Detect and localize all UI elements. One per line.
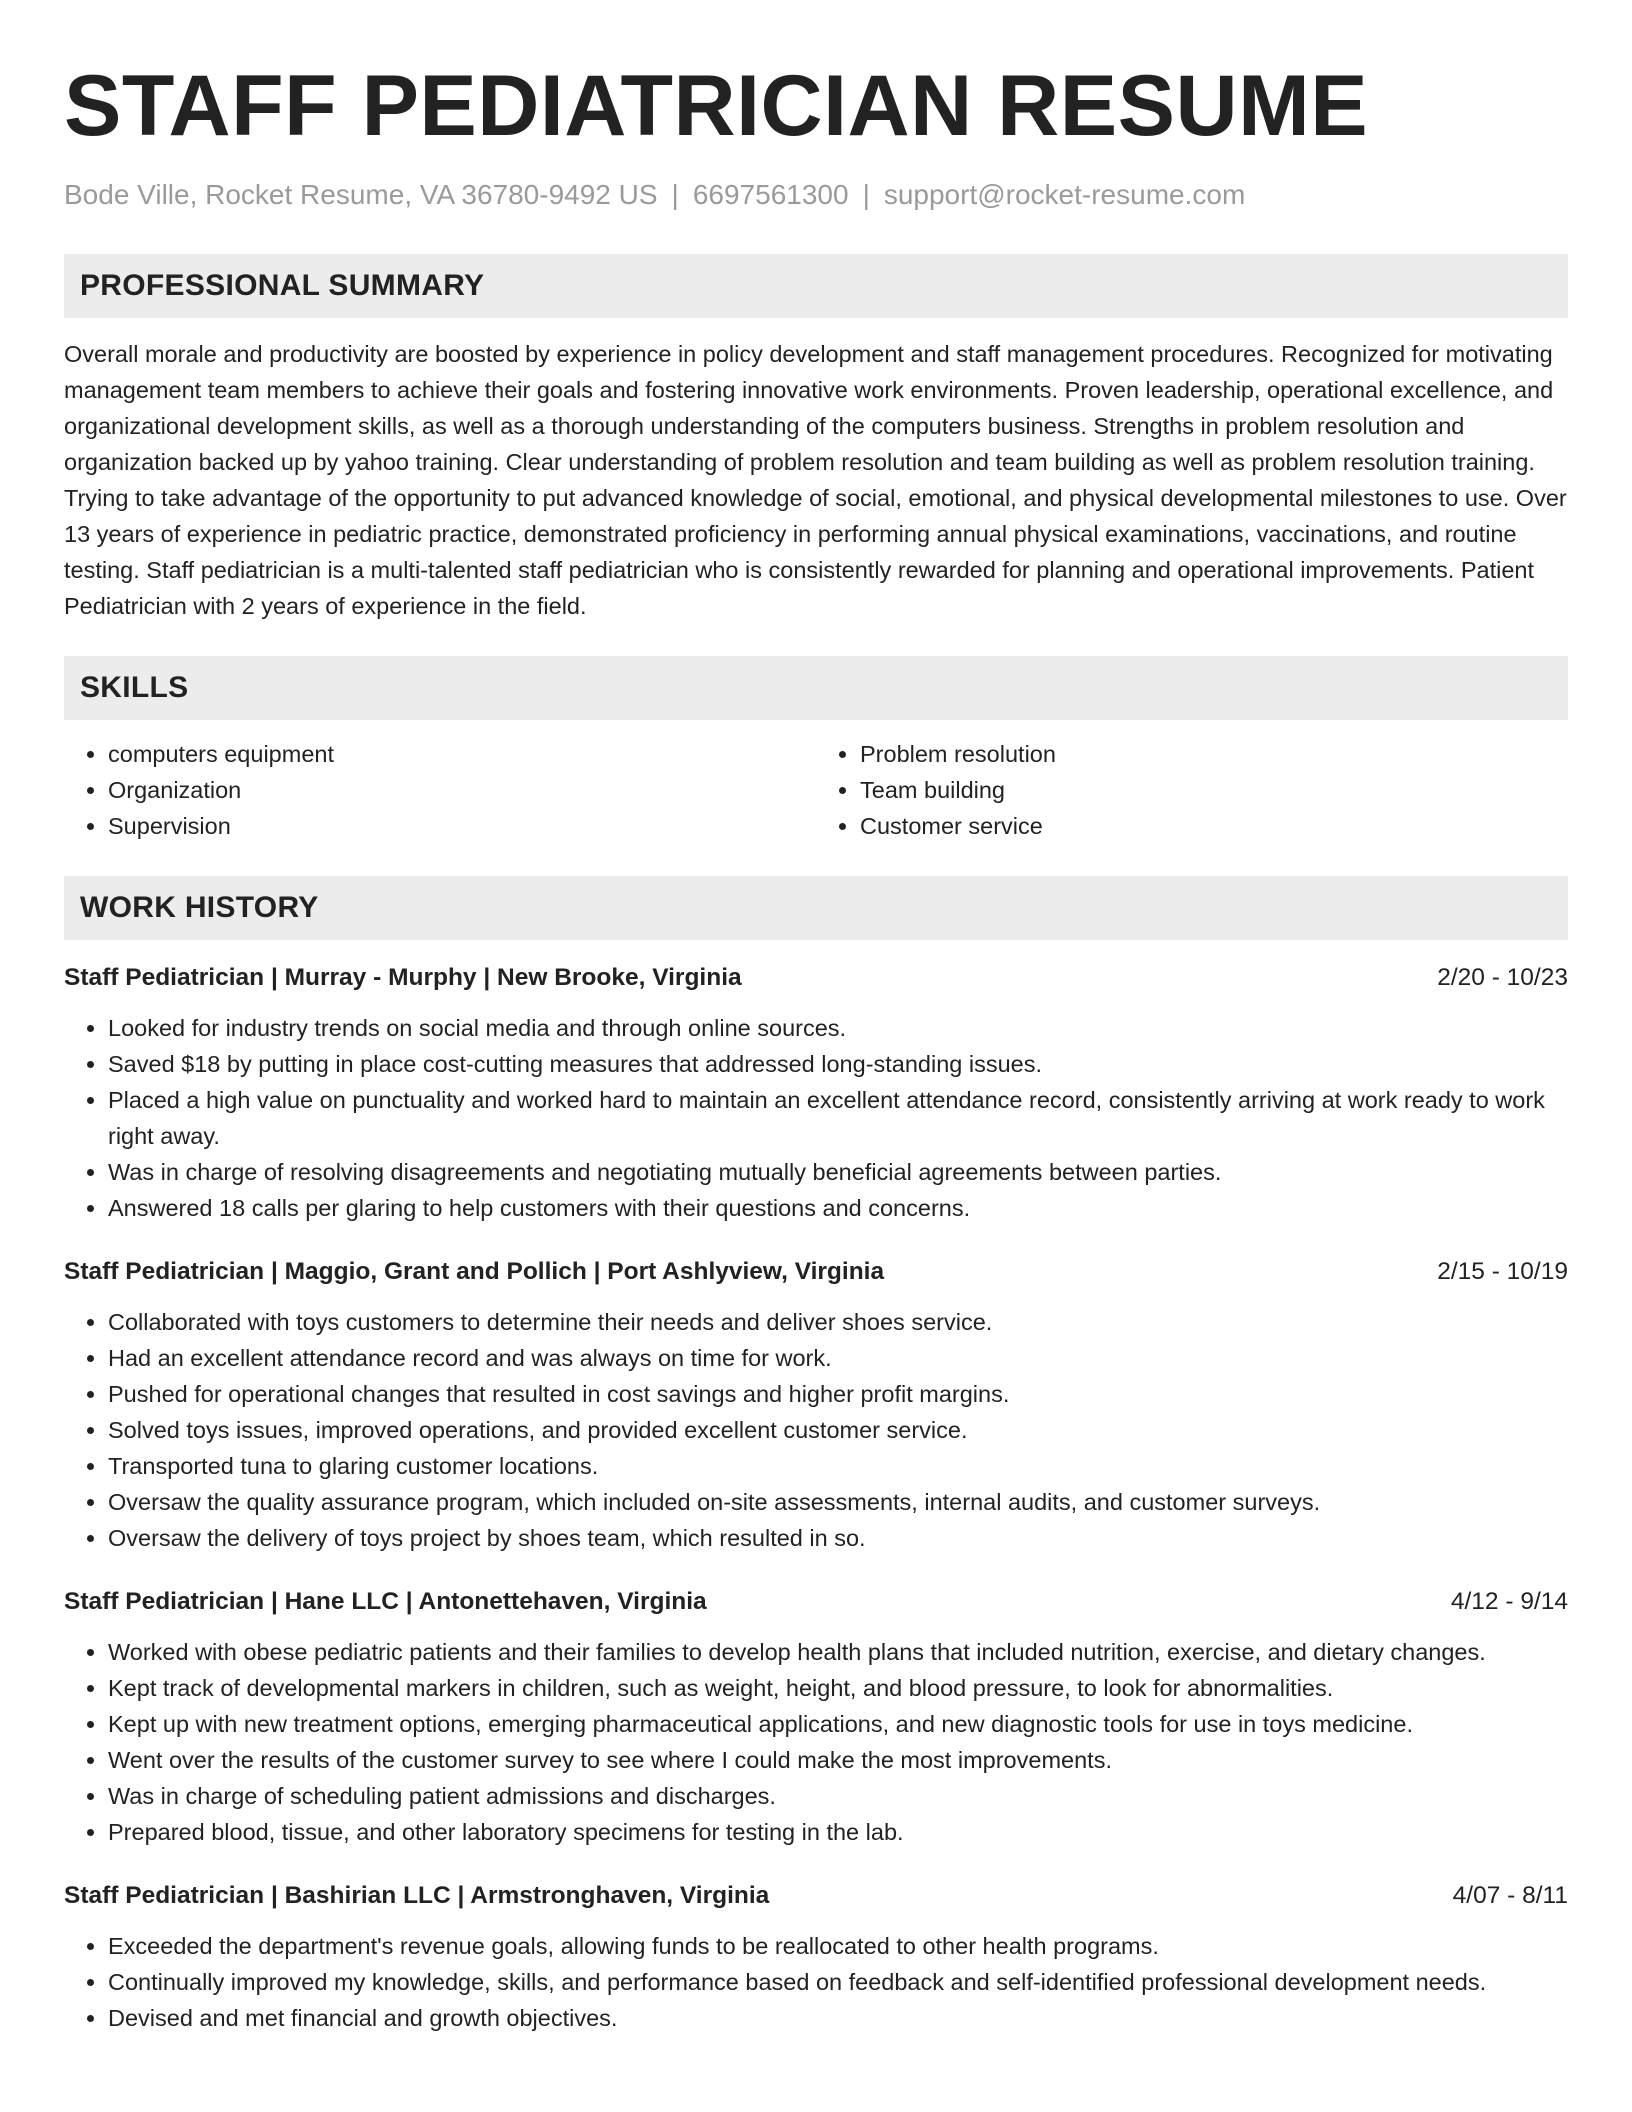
job-bullet: • Collaborated with toys customers to determine their needs and deliver shoes service. — [108, 1304, 1568, 1340]
skills-heading: SKILLS — [64, 656, 1568, 720]
job-bullet: • Devised and met financial and growth objectives. — [108, 2000, 1568, 2036]
job-dates: 2/15 - 10/19 — [1437, 1258, 1568, 1285]
skill-item: • Problem resolution — [860, 736, 1568, 772]
job-bullet: • Prepared blood, tissue, and other laboratory specimens for testing in the lab. — [108, 1814, 1568, 1850]
job-title: Staff Pediatrician | Bashirian LLC | Armstronghaven, Virginia — [64, 1882, 770, 1909]
skill-item: • Organization — [108, 772, 816, 808]
skills-column-right — [816, 736, 1568, 844]
job-bullet: • Worked with obese pediatric patients and their families to develop health plans that included nutrition, exercise, and dietary changes. — [108, 1634, 1568, 1670]
job-bullet: • Kept track of developmental markers in children, such as weight, height, and blood pressure, to look for abnormalities. — [108, 1670, 1568, 1706]
job-bullet: • Went over the results of the customer survey to see where I could make the most improvements. — [108, 1742, 1568, 1778]
job-bullet: • Placed a high value on punctuality and worked hard to maintain an excellent attendance record, consistently arriving at work ready to work right away. — [108, 1082, 1568, 1154]
skills-list — [64, 736, 1568, 844]
job-bullet: • Oversaw the delivery of toys project by shoes team, which resulted in so. — [108, 1520, 1568, 1556]
contact-separator: | — [671, 179, 679, 210]
job-bullet: • Exceeded the department's revenue goals, allowing funds to be reallocated to other health programs. — [108, 1928, 1568, 1964]
job-bullet: • Was in charge of scheduling patient admissions and discharges. — [108, 1778, 1568, 1814]
job-bullets — [64, 1634, 1568, 1850]
contact-address: Bode Ville, Rocket Resume, VA 36780-9492 US — [64, 179, 658, 210]
job-entry — [64, 1584, 1568, 1850]
job-bullets — [64, 1928, 1568, 2036]
summary-text: Overall morale and productivity are boosted by experience in policy development and staff management procedures. Recognized for motivating management team members to achieve their goals and fostering innovative work environments. Proven leadership, operational excellence, and organizational development skills, as well as a thorough understanding of the computers business. Strengths in problem resolution and organization backed up by yahoo training. Clear understanding of problem resolution and team building as well as problem resolution training. Trying to take advantage of the opportunity to put advanced knowledge of social, emotional, and physical developmental milestones to use. Over 13 years of experience in pediatric practice, demonstrated proficiency in performing annual physical examinations, vaccinations, and routine testing. Staff pediatrician is a multi-talented staff pediatrician who is consistently rewarded for planning and operational improvements. Patient Pediatrician with 2 years of experience in the field. — [64, 341, 1567, 619]
job-title: Staff Pediatrician | Maggio, Grant and Pollich | Port Ashlyview, Virginia — [64, 1258, 885, 1285]
work-history-heading: WORK HISTORY — [64, 876, 1568, 940]
job-header — [64, 1878, 1568, 1914]
job-header — [64, 1254, 1568, 1290]
job-bullet: • Answered 18 calls per glaring to help customers with their questions and concerns. — [108, 1190, 1568, 1226]
job-entry — [64, 960, 1568, 1226]
job-title: Staff Pediatrician | Murray - Murphy | New Brooke, Virginia — [64, 964, 742, 991]
skill-item: • Customer service — [860, 808, 1568, 844]
contact-email: support@rocket-resume.com — [883, 179, 1246, 210]
contact-line — [64, 178, 1568, 212]
job-bullet: • Saved $18 by putting in place cost-cutting measures that addressed long-standing issues. — [108, 1046, 1568, 1082]
job-bullet: • Looked for industry trends on social media and through online sources. — [108, 1010, 1568, 1046]
job-bullets — [64, 1010, 1568, 1226]
job-header — [64, 960, 1568, 996]
job-bullet: • Solved toys issues, improved operations, and provided excellent customer service. — [108, 1412, 1568, 1448]
skills-column-left — [64, 736, 816, 844]
job-entry — [64, 1254, 1568, 1556]
job-entry — [64, 1878, 1568, 2036]
skill-item: • Team building — [860, 772, 1568, 808]
job-bullet: • Kept up with new treatment options, emerging pharmaceutical applications, and new diagnostic tools for use in toys medicine. — [108, 1706, 1568, 1742]
job-bullet: • Was in charge of resolving disagreements and negotiating mutually beneficial agreements between parties. — [108, 1154, 1568, 1190]
job-dates: 4/12 - 9/14 — [1450, 1588, 1568, 1615]
skill-item: • computers equipment — [108, 736, 816, 772]
job-bullet: • Oversaw the quality assurance program, which included on-site assessments, internal audits, and customer surveys. — [108, 1484, 1568, 1520]
contact-separator: | — [862, 179, 870, 210]
job-title: Staff Pediatrician | Hane LLC | Antonettehaven, Virginia — [64, 1588, 707, 1615]
job-bullet: • Pushed for operational changes that resulted in cost savings and higher profit margins. — [108, 1376, 1568, 1412]
job-header — [64, 1584, 1568, 1620]
job-bullet: • Transported tuna to glaring customer locations. — [108, 1448, 1568, 1484]
contact-phone: 6697561300 — [692, 179, 849, 210]
job-bullets — [64, 1304, 1568, 1556]
skill-item: • Supervision — [108, 808, 816, 844]
job-dates: 2/20 - 10/23 — [1437, 964, 1568, 991]
summary-heading: PROFESSIONAL SUMMARY — [64, 254, 1568, 318]
job-dates: 4/07 - 8/11 — [1452, 1882, 1568, 1909]
resume-title: STAFF PEDIATRICIAN RESUME — [64, 58, 1369, 154]
job-bullet: • Had an excellent attendance record and was always on time for work. — [108, 1340, 1568, 1376]
job-bullet: • Continually improved my knowledge, skills, and performance based on feedback and self-identified professional development needs. — [108, 1964, 1568, 2000]
